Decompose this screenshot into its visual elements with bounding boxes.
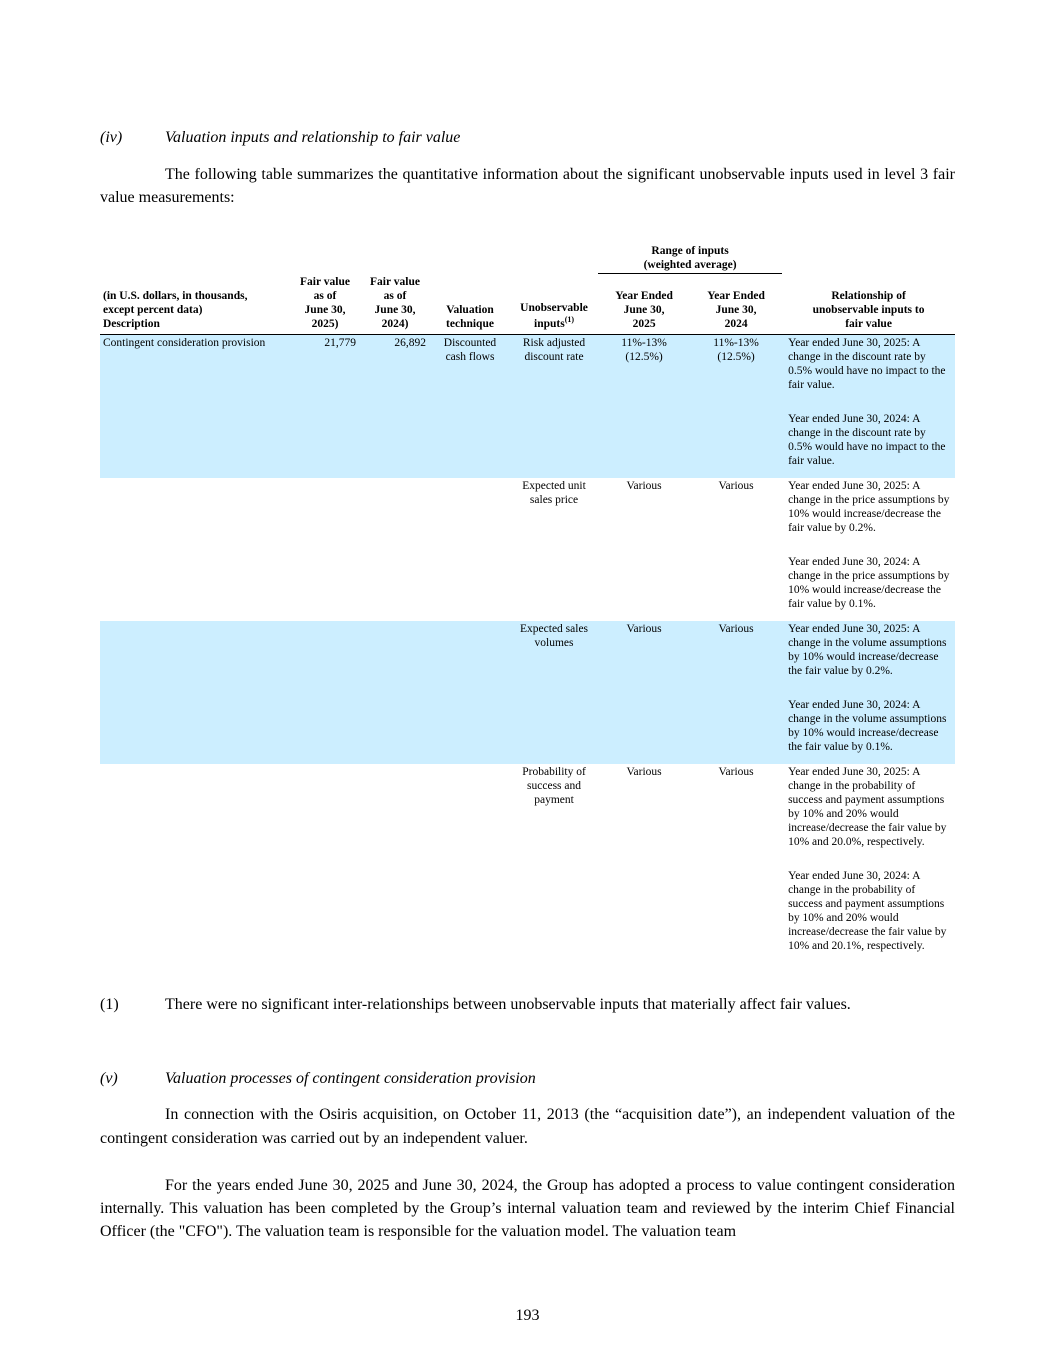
- relationship-2024-text: Year ended June 30, 2024: A change in the volume assumptions by 10% would increase/decrease the fair value by 0.1%.: [788, 699, 947, 754]
- relationship-cell: [782, 621, 955, 764]
- footnote-1-text: There were no significant inter-relationships between unobservable inputs that materially affect fair values.: [165, 996, 851, 1014]
- relationship-2025-text: Year ended June 30, 2025: A change in the volume assumptions by 10% would increase/decrease the fair value by 0.2%.: [788, 623, 947, 678]
- column-header-description: (in U.S. dollars, in thousands, except percent data) Description: [100, 274, 290, 335]
- range-2025-cell: Various: [626, 766, 662, 779]
- range-of-inputs-span-header: Range of inputs (weighted average): [598, 243, 782, 274]
- relationship-2025-text: Year ended June 30, 2025: A change in the price assumptions by 10% would increase/decrease the fair value by 0.2%.: [788, 479, 950, 534]
- fair-value-2025-cell: [290, 478, 360, 621]
- section-v-label: (v): [100, 1069, 118, 1087]
- section-iv-label: (iv): [100, 129, 123, 146]
- fair-value-2024-cell: [360, 621, 430, 764]
- section-v-title: Valuation processes of contingent consideration provision: [165, 1069, 536, 1087]
- relationship-2024-text: Year ended June 30, 2024: A change in the discount rate by 0.5% would have no impact to the fair value.: [788, 412, 946, 467]
- intro-paragraph: The following table summarizes the quantitative information about the significant unobservable inputs used in level 3 fair value measurements:: [100, 165, 955, 206]
- description-cell: Contingent consideration provision: [100, 334, 290, 478]
- column-header-valuation-technique: Valuation technique: [430, 274, 510, 335]
- column-header-relationship: Relationship of unobservable inputs to fair value: [782, 274, 955, 335]
- table-row-probability-of-success: [100, 764, 955, 963]
- column-header-year-ended-2024: Year Ended June 30, 2024: [690, 274, 782, 335]
- column-header-unobservable-inputs: [510, 274, 598, 335]
- relationship-2024-text: Year ended June 30, 2024: A change in the price assumptions by 10% would increase/decrease the fair value by 0.1%.: [788, 555, 950, 610]
- relationship-2024-text: Year ended June 30, 2024: A change in the probability of success and payment assumptions by 10% and 20% would increase/decrease the fair value by 10% and 20.1%, respectively.: [788, 870, 947, 953]
- fair-value-2025-cell: [290, 621, 360, 764]
- column-header-year-ended-2025: Year Ended June 30, 2025: [598, 274, 690, 335]
- relationship-cell: [782, 478, 955, 621]
- span-header-row: [100, 243, 955, 274]
- range-2024-cell: Various: [690, 621, 782, 764]
- relationship-2025-text: Year ended June 30, 2025: A change in the probability of success and payment assumptions by 10% and 20% would increase/decrease the fair value by 10% and 20.0%, respectively.: [788, 766, 947, 849]
- fair-value-2025-cell: [290, 764, 360, 963]
- unobservable-input-cell: Risk adjusted discount rate: [510, 334, 598, 478]
- fair-value-2024-cell: [360, 478, 430, 621]
- description-cell: [100, 621, 290, 764]
- valuation-technique-cell: Discounted cash flows: [430, 334, 510, 478]
- fair-value-2024-cell: [360, 764, 430, 963]
- relationship-2025-text: Year ended June 30, 2025: A change in the discount rate by 0.5% would have no impact to the fair value.: [788, 336, 946, 391]
- unobservable-header-line1: Unobservable: [520, 301, 588, 314]
- fair-value-2024-cell: 26,892: [360, 334, 430, 478]
- unobservable-header-line2: inputs: [534, 317, 565, 330]
- relationship-cell: [782, 334, 955, 478]
- unobservable-input-cell: Expected sales volumes: [510, 621, 598, 764]
- description-cell: [100, 764, 290, 963]
- fair-value-2025-cell: 21,779: [290, 334, 360, 478]
- range-2024-cell: Various: [718, 766, 754, 779]
- column-header-fair-value-2024: Fair value as of June 30, 2024): [360, 274, 430, 335]
- column-header-row: [100, 274, 955, 335]
- section-iv-heading: [100, 128, 955, 149]
- valuation-technique-cell: [430, 621, 510, 764]
- valuation-inputs-table: [100, 243, 955, 963]
- unobservable-input-cell: Expected unit sales price: [522, 479, 586, 506]
- unobservable-input-cell: Probability of success and payment: [522, 766, 586, 807]
- table-row-sales-volumes: [100, 621, 955, 764]
- footnote-1-block: [100, 993, 955, 1016]
- description-cell: [100, 478, 290, 621]
- table-row-discount-rate: [100, 334, 955, 478]
- range-2025-cell: Various: [598, 621, 690, 764]
- paragraph-valuation-process: For the years ended June 30, 2025 and June 30, 2024, the Group has adopted a process to value contingent consideration internally. This valuation has been completed by the Group’s internal valuation team and reviewed by the interim Chief Financial Officer (the "CFO"). The valuation team is responsible for the valuation model. The valuation team: [100, 1176, 955, 1241]
- range-2025-cell: Various: [626, 479, 662, 492]
- paragraph-acquisition: In connection with the Osiris acquisition, on October 11, 2013 (the “acquisition date”), an independent valuation of the contingent consideration was carried out by an independent valuer.: [100, 1106, 955, 1147]
- section-iv-title: Valuation inputs and relationship to fair value: [165, 129, 461, 146]
- table-row-unit-sales-price: [100, 478, 955, 621]
- footnote-1-label: (1): [100, 996, 119, 1014]
- footnote-ref-1: (1): [564, 314, 575, 324]
- valuation-technique-cell: [430, 764, 510, 963]
- range-2025-cell: 11%-13% (12.5%): [598, 334, 690, 478]
- section-v-heading: [100, 1069, 955, 1090]
- relationship-cell: [782, 764, 955, 963]
- page-number: 193: [515, 1307, 540, 1324]
- range-2024-cell: 11%-13% (12.5%): [690, 334, 782, 478]
- valuation-technique-cell: [430, 478, 510, 621]
- column-header-fair-value-2025: Fair value as of June 30, 2025): [290, 274, 360, 335]
- range-2024-cell: Various: [718, 479, 754, 492]
